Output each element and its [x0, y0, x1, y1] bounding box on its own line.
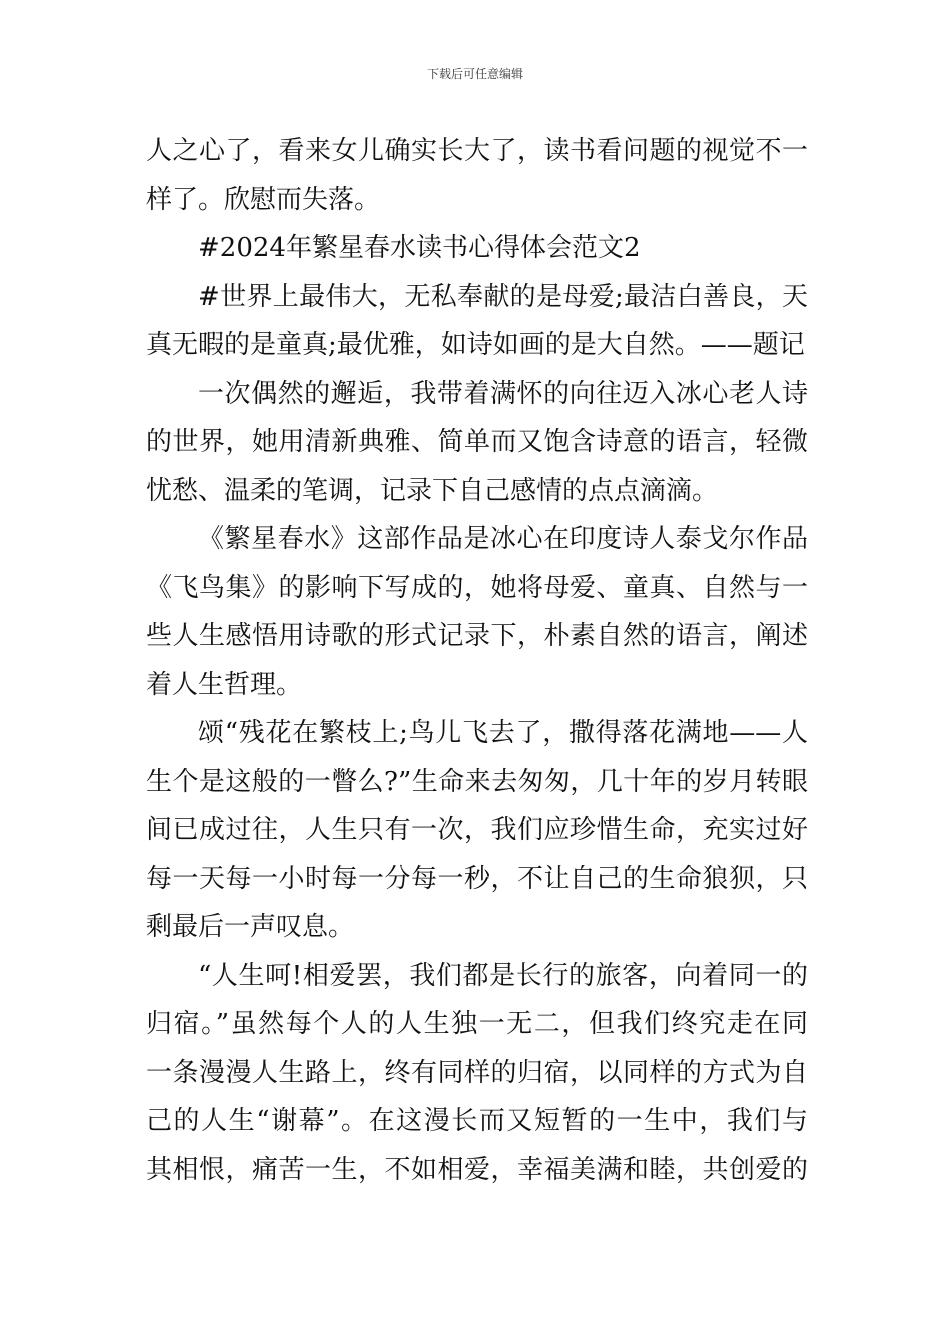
text-line: 些人生感悟用诗歌的形式记录下，朴素自然的语言，阐述 — [146, 621, 808, 651]
text-line: 己的人生“谢幕”。在这漫长而又短暂的一生中，我们与 — [146, 1106, 808, 1136]
text-line: 每一天每一小时每一分每一秒，不让自己的生命狼狈，只 — [146, 863, 808, 894]
text-line: 《繁星春水》这部作品是冰心在印度诗人泰戈尔作品 — [198, 524, 808, 554]
text-line: 人之心了，看来女儿确实长大了，读书看问题的视觉不一 — [146, 136, 808, 166]
text-line: 样了。欣慰而失落。 — [146, 184, 381, 215]
text-line: 其相恨，痛苦一生，不如相爱，幸福美满和睦，共创爱的 — [146, 1154, 808, 1185]
text-line: 颂“残花在繁枝上;鸟儿飞去了，撒得落花满地——人 — [198, 718, 808, 748]
text-line: 间已成过往，人生只有一次，我们应珍惜生命，充实过好 — [146, 815, 808, 845]
text-line: 生个是这般的一瞥么?”生命来去匆匆，几十年的岁月转眼 — [146, 766, 808, 797]
text-line: 的世界，她用清新典雅、简单而又饱含诗意的语言，轻微 — [146, 427, 808, 457]
text-line: 着人生哲理。 — [146, 669, 303, 700]
text-line: 《飞鸟集》的影响下写成的，她将母爱、童真、自然与一 — [146, 572, 808, 603]
text-line: 剩最后一声叹息。 — [146, 912, 355, 942]
text-line: 真无暇的是童真;最优雅，如诗如画的是大自然。——题记 — [146, 330, 805, 360]
text-line: 一次偶然的邂逅，我带着满怀的向往迈入冰心老人诗 — [198, 378, 808, 409]
text-line: #世界上最伟大，无私奉献的是母爱;最洁白善良，天 — [198, 281, 808, 312]
page-header: 下载后可任意编辑 — [426, 67, 523, 81]
text-line: 归宿。”虽然每个人的人生独一无二，但我们终究走在同 — [146, 1009, 808, 1039]
text-line: 忧愁、温柔的笔调，记录下自己感情的点点滴滴。 — [146, 475, 719, 506]
text-line: “人生呵!相爱罢，我们都是长行的旅客，向着同一的 — [198, 960, 808, 991]
text-line: #2024年繁星春水读书心得体会范文2 — [198, 233, 641, 263]
text-line: 一条漫漫人生路上，终有同样的归宿，以同样的方式为自 — [146, 1057, 808, 1088]
body-text — [146, 127, 808, 1194]
